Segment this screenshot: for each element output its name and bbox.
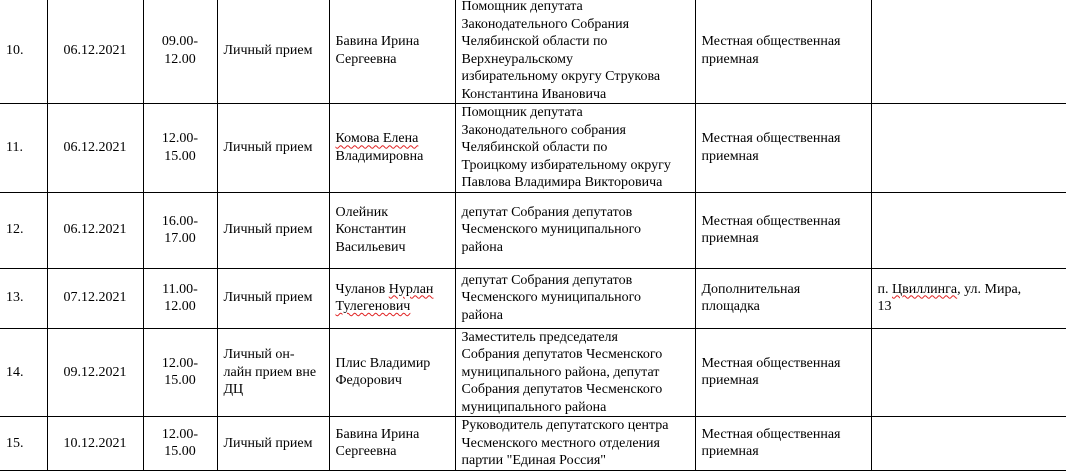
time-cell: 12.00- 15.00 xyxy=(143,104,217,193)
time-cell: 09.00- 12.00 xyxy=(143,0,217,104)
row-number: 10. xyxy=(0,0,47,104)
date-cell: 06.12.2021 xyxy=(47,0,143,104)
person-name-cell: Комова Елена Владимировна xyxy=(329,104,455,193)
reception-type-cell: Личный прием xyxy=(217,417,329,471)
row-number: 13. xyxy=(0,268,47,328)
address-cell xyxy=(871,192,1066,268)
time-cell: 12.00- 15.00 xyxy=(143,328,217,417)
row-number: 15. xyxy=(0,417,47,471)
position-cell: депутат Собрания депутатов Чесменского муниципального района xyxy=(455,192,695,268)
address-cell: п. Цвиллинга, ул. Мира, 13 xyxy=(871,268,1066,328)
place-cell: Местная общественная приемная xyxy=(695,328,871,417)
date-cell: 07.12.2021 xyxy=(47,268,143,328)
table-row xyxy=(0,328,1066,417)
address-cell xyxy=(871,328,1066,417)
time-cell: 16.00- 17.00 xyxy=(143,192,217,268)
place-cell: Местная общественная приемная xyxy=(695,0,871,104)
date-cell: 06.12.2021 xyxy=(47,192,143,268)
position-cell: Помощник депутата Законодательного Собрания Челябинской области по Верхнеуральскому избирательному округу Струкова Константина Ивановича xyxy=(455,0,695,104)
place-cell: Местная общественная приемная xyxy=(695,417,871,471)
person-name-cell: Плис Владимир Федорович xyxy=(329,328,455,417)
date-cell: 06.12.2021 xyxy=(47,104,143,193)
reception-type-cell: Личный прием xyxy=(217,192,329,268)
table-row xyxy=(0,268,1066,328)
person-name-cell: Олейник Константин Васильевич xyxy=(329,192,455,268)
time-cell: 11.00- 12.00 xyxy=(143,268,217,328)
row-number: 14. xyxy=(0,328,47,417)
address-cell xyxy=(871,417,1066,471)
table-row xyxy=(0,417,1066,471)
reception-type-cell: Личный прием xyxy=(217,104,329,193)
date-cell: 10.12.2021 xyxy=(47,417,143,471)
reception-type-cell: Личный прием xyxy=(217,0,329,104)
position-cell: Заместитель председателя Собрания депутатов Чесменского муниципального района, депутат Собрания депутатов Чесменского муниципального района xyxy=(455,328,695,417)
place-cell: Местная общественная приемная xyxy=(695,104,871,193)
table-row xyxy=(0,0,1066,104)
person-name-cell: Чуланов Нурлан Тулегенович xyxy=(329,268,455,328)
table-row xyxy=(0,192,1066,268)
place-cell: Местная общественная приемная xyxy=(695,192,871,268)
person-name-cell: Бавина Ирина Сергеевна xyxy=(329,0,455,104)
reception-type-cell: Личный прием xyxy=(217,268,329,328)
table-row xyxy=(0,104,1066,193)
date-cell: 09.12.2021 xyxy=(47,328,143,417)
time-cell: 12.00- 15.00 xyxy=(143,417,217,471)
place-cell: Дополнительная площадка xyxy=(695,268,871,328)
reception-type-cell: Личный он- лайн прием вне ДЦ xyxy=(217,328,329,417)
person-name-cell: Бавина Ирина Сергеевна xyxy=(329,417,455,471)
position-cell: депутат Собрания депутатов Чесменского муниципального района xyxy=(455,268,695,328)
row-number: 11. xyxy=(0,104,47,193)
address-cell xyxy=(871,104,1066,193)
address-cell xyxy=(871,0,1066,104)
position-cell: Помощник депутата Законодательного собрания Челябинской области по Троицкому избирательному округу Павлова Владимира Викторовича xyxy=(455,104,695,193)
row-number: 12. xyxy=(0,192,47,268)
position-cell: Руководитель депутатского центра Чесменского местного отделения партии "Единая Россия" xyxy=(455,417,695,471)
